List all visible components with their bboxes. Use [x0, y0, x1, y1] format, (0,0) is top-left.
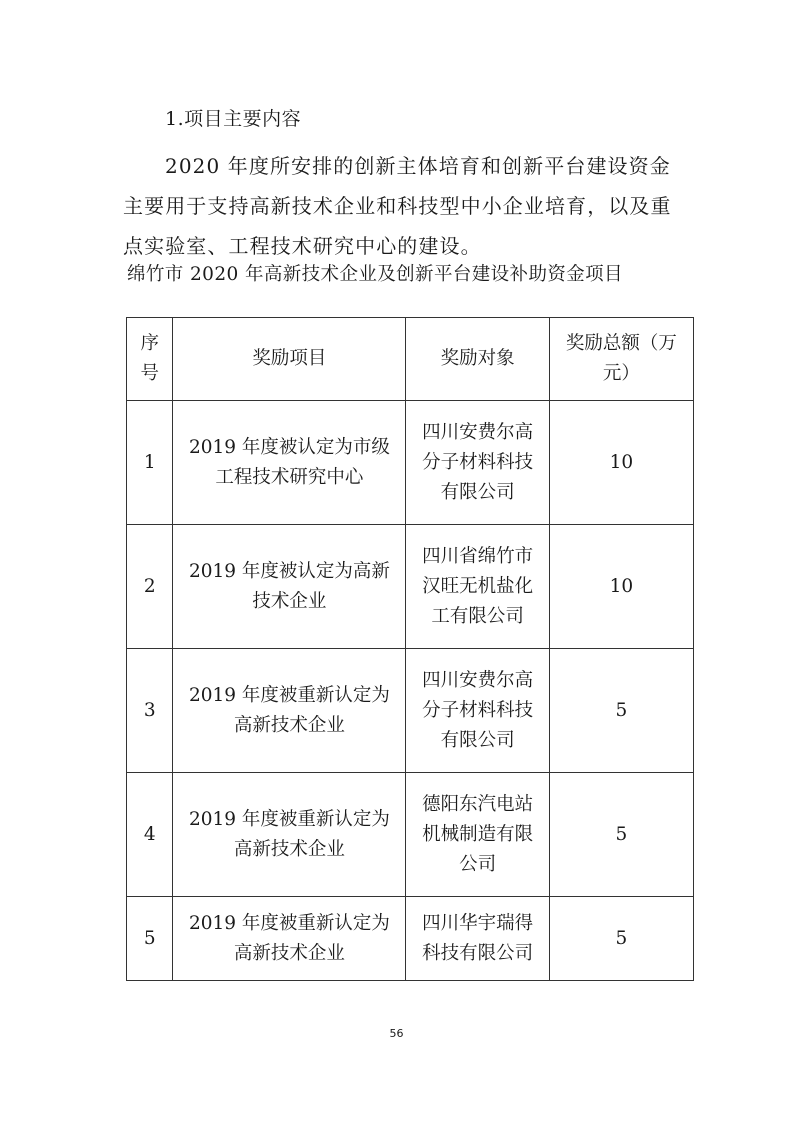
cell-item: 2019 年度被重新认定为高新技术企业	[173, 897, 406, 981]
table-row	[127, 401, 694, 525]
cell-item: 2019 年度被认定为市级工程技术研究中心	[173, 401, 406, 525]
cell-item: 2019 年度被重新认定为高新技术企业	[173, 773, 406, 897]
cell-amount: 10	[549, 401, 693, 525]
cell-amount: 10	[549, 525, 693, 649]
page-number: 56	[389, 1027, 404, 1040]
cell-amount: 5	[549, 773, 693, 897]
cell-no: 4	[127, 773, 173, 897]
header-no: 序号	[127, 318, 173, 401]
cell-no: 3	[127, 649, 173, 773]
cell-amount: 5	[549, 649, 693, 773]
table-row	[127, 525, 694, 649]
cell-object: 四川安费尔高分子材料科技有限公司	[406, 649, 549, 773]
cell-object: 德阳东汽电站机械制造有限公司	[406, 773, 549, 897]
cell-object: 四川省绵竹市汉旺无机盐化工有限公司	[406, 525, 549, 649]
table-row	[127, 649, 694, 773]
cell-no: 1	[127, 401, 173, 525]
cell-item: 2019 年度被重新认定为高新技术企业	[173, 649, 406, 773]
cell-object: 四川安费尔高分子材料科技有限公司	[406, 401, 549, 525]
header-item: 奖励项目	[173, 318, 406, 401]
cell-object: 四川华宇瑞得科技有限公司	[406, 897, 549, 981]
body-paragraph-text: 2020 年度所安排的创新主体培育和创新平台建设资金主要用于支持高新技术企业和科技型中小企业培育，以及重点实验室、工程技术研究中心的建设。	[123, 154, 672, 258]
cell-amount: 5	[549, 897, 693, 981]
cell-item: 2019 年度被认定为高新技术企业	[173, 525, 406, 649]
header-object: 奖励对象	[406, 318, 549, 401]
table-header-row	[127, 318, 694, 401]
body-paragraph	[123, 146, 683, 266]
cell-no: 5	[127, 897, 173, 981]
table-row	[127, 897, 694, 981]
cell-no: 2	[127, 525, 173, 649]
table-caption: 绵竹市 2020 年高新技术企业及创新平台建设补助资金项目	[127, 264, 623, 285]
award-table	[126, 317, 694, 981]
section-heading: 1.项目主要内容	[165, 108, 302, 130]
header-amount: 奖励总额（万元）	[549, 318, 693, 401]
table-row	[127, 773, 694, 897]
